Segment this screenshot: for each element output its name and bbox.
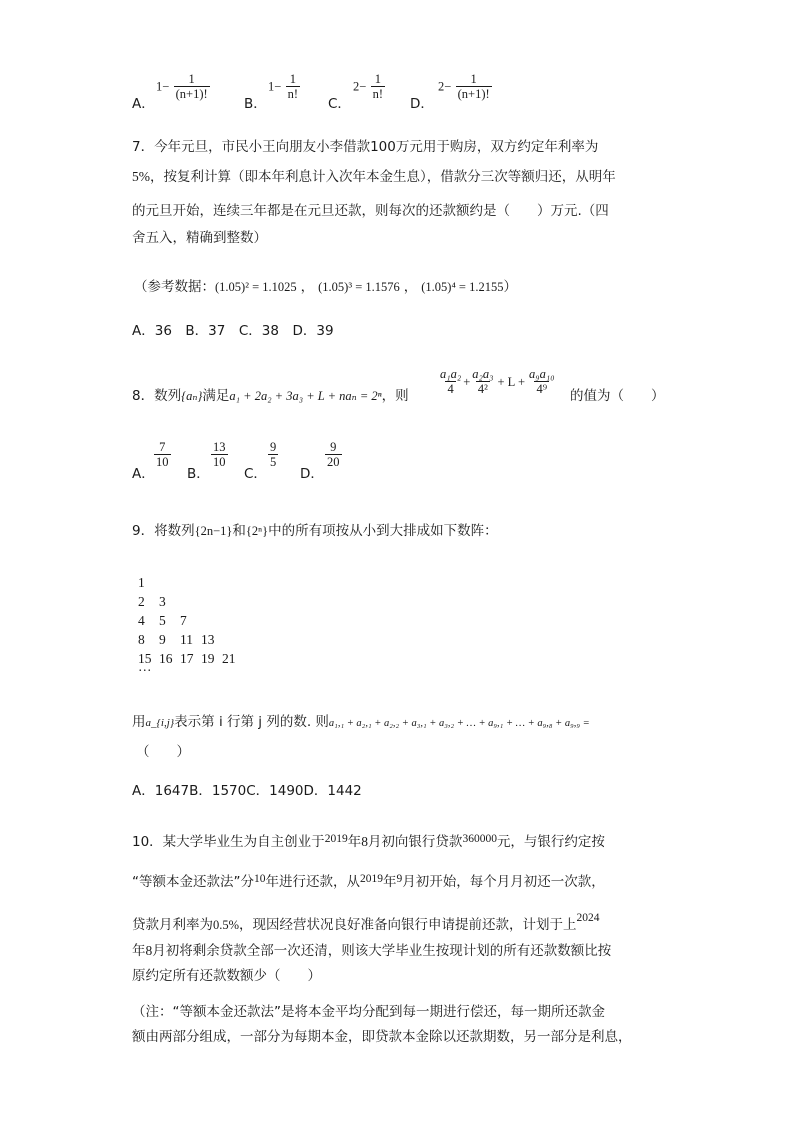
q10-line-2: “等额本金还款法”分10年进行还款，从2019年9月初开始，每个月月初还一次款， xyxy=(132,873,605,890)
q10-note-line-1: （注：“等额本金还款法”是将本金平均分配到每一期进行偿还，每一期所还款金 xyxy=(132,1004,605,1020)
q7-reference-data: （参考数据：(1.05)² = 1.1025 ， (1.05)³ = 1.1576 ， (1.05)⁴ = 1.2155） xyxy=(134,279,517,295)
q9-row: 4 5 7 xyxy=(138,613,187,628)
q10-line-5: 原约定所有还款数额少（ ） xyxy=(132,968,321,984)
q6-option-d-label: D． xyxy=(410,96,434,112)
q10-line-4: 年8月初将剩余贷款全部一次还清，则该大学毕业生按现计划的所有还款数额比按 xyxy=(132,943,612,959)
q7-line-4: 舍五入，精确到整数） xyxy=(132,230,267,246)
q6-option-a-formula: 1− $\frac{1}{(n+1)!}$ xyxy=(156,72,208,101)
q7-options: A．36 B．37 C．38 D．39 xyxy=(132,323,334,339)
q9-row: 15 16 17 19 21 xyxy=(138,651,236,666)
q9-question-line: 用a_{i,j}表示第 i 行第 j 列的数. 则a₁,₁ + a₂,₁ + a₂,₂ + a₃,₁ + a₃,₂ + … + a₉,₁ + … + a₉,₈ + a₉,₉ = xyxy=(132,714,590,730)
q7-line-2: 5%，按复利计算（即本年利息计入次年本金生息），借款分三次等额归还，从明年 xyxy=(132,169,616,185)
q7-rate: 5% xyxy=(132,169,150,184)
q8-sum-expression: $\frac{\text{a₁a₂}}{4}$ + $\frac{\text{a₂a₃}}{\text{4²}}$ + L + $\frac{\text{a₉a₁₀}}{\text{4⁹}}$ xyxy=(440,367,555,396)
q6-option-c-label: C． xyxy=(328,96,351,112)
q10-line-1: 10．某大学毕业生为自主创业于2019年8月初向银行贷款360000元，与银行约定按 xyxy=(132,833,605,850)
q10-note-line-2: 额由两部分组成，一部分为每期本金，即贷款本金除以还款期数，另一部分是利息， xyxy=(132,1029,632,1045)
q7-line-3: 的元旦开始，连续三年都是在元旦还款，则每次的还款额约是（ ）万元.（四 xyxy=(132,203,609,219)
q7-line-1: 7．今年元旦，市民小王向朋友小李借款100万元用于购房，双方约定年利率为 xyxy=(132,139,599,155)
q6-option-a-label: A． xyxy=(132,96,155,112)
q6-option-c-formula: 2− $\frac{1}{n!}$ xyxy=(353,72,384,101)
q9-row: 1 xyxy=(138,575,145,590)
q9-number-array xyxy=(138,573,243,676)
q9-blank: （ ） xyxy=(136,744,190,760)
q9-stem: 9．将数列{2n−1}和{2ⁿ}中的所有项按从小到大排成如下数阵： xyxy=(132,523,498,539)
q9-row: 8 9 11 13 xyxy=(138,632,215,647)
q9-options: A．1647B．1570C．1490D．1442 xyxy=(132,783,362,799)
q6-option-d-formula: 2− $\frac{1}{(n+1)!}$ xyxy=(438,72,490,101)
q10-line-3: 贷款月利率为0.5%，现因经营状况良好准备向银行申请提前还款，计划于上2024 xyxy=(132,912,600,933)
q9-row: 2 3 xyxy=(138,594,166,609)
q6-option-b-label: B． xyxy=(244,96,267,112)
q9-ellipsis: ··· xyxy=(138,663,152,678)
q6-option-b-formula: 1− $\frac{1}{n!}$ xyxy=(268,72,299,101)
q8-stem: 8．数列{aₙ}满足a₁ + 2a₂ + 3a₃ + L + naₙ = 2ⁿ，则 xyxy=(132,388,409,404)
q8-options: A． $\frac{7}{10}$ B． $\frac{13}{10}$ C． $\frac{9}{5}$ D． $\frac{9}{20}$ xyxy=(132,440,340,482)
q8-suffix: 的值为（ ） xyxy=(570,388,665,404)
